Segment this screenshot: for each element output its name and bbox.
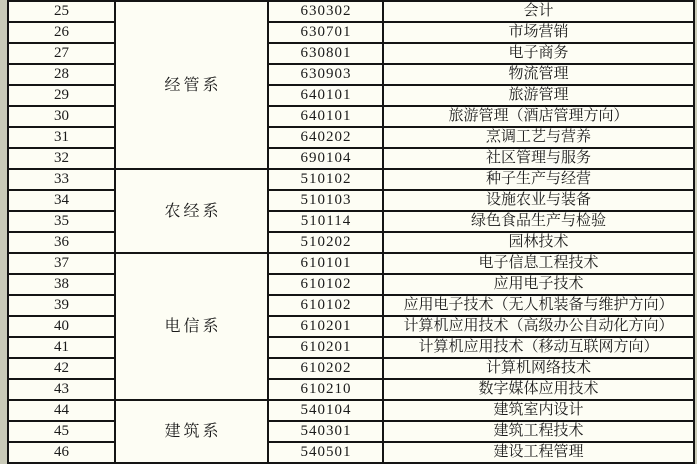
department-cell: 电信系 bbox=[115, 253, 268, 400]
major-name-cell: 计算机应用技术（移动互联网方向） bbox=[383, 337, 694, 358]
major-name-cell: 数字媒体应用技术 bbox=[383, 379, 694, 400]
department-cell: 建筑系 bbox=[115, 400, 268, 463]
major-name-cell: 计算机网络技术 bbox=[383, 358, 694, 379]
row-number-cell: 32 bbox=[8, 148, 115, 169]
major-code-cell: 640101 bbox=[268, 85, 383, 106]
major-code-cell: 630302 bbox=[268, 1, 383, 22]
table-row bbox=[8, 400, 694, 421]
major-name-cell: 烹调工艺与营养 bbox=[383, 127, 694, 148]
table-row bbox=[8, 274, 694, 295]
major-code-cell: 610102 bbox=[268, 295, 383, 316]
table-row bbox=[8, 22, 694, 43]
table-row bbox=[8, 211, 694, 232]
row-number-cell: 27 bbox=[8, 43, 115, 64]
major-name-cell: 会计 bbox=[383, 1, 694, 22]
table-row bbox=[8, 379, 694, 400]
major-name-cell: 市场营销 bbox=[383, 22, 694, 43]
major-code-cell: 610210 bbox=[268, 379, 383, 400]
department-cell: 农经系 bbox=[115, 169, 268, 253]
table-row bbox=[8, 295, 694, 316]
table-row bbox=[8, 127, 694, 148]
major-name-cell: 应用电子技术（无人机装备与维护方向） bbox=[383, 295, 694, 316]
table-row bbox=[8, 253, 694, 274]
table-row bbox=[8, 106, 694, 127]
major-code-cell: 640101 bbox=[268, 106, 383, 127]
major-name-cell: 建筑室内设计 bbox=[383, 400, 694, 421]
table-row bbox=[8, 337, 694, 358]
row-number-cell: 45 bbox=[8, 421, 115, 442]
row-number-cell: 43 bbox=[8, 379, 115, 400]
table-row bbox=[8, 316, 694, 337]
major-name-cell: 园林技术 bbox=[383, 232, 694, 253]
major-code-cell: 630701 bbox=[268, 22, 383, 43]
row-number-cell: 30 bbox=[8, 106, 115, 127]
major-name-cell: 应用电子技术 bbox=[383, 274, 694, 295]
major-name-cell: 旅游管理（酒店管理方向） bbox=[383, 106, 694, 127]
row-number-cell: 40 bbox=[8, 316, 115, 337]
major-code-cell: 610102 bbox=[268, 274, 383, 295]
major-code-cell: 610201 bbox=[268, 316, 383, 337]
table-row bbox=[8, 358, 694, 379]
row-number-cell: 44 bbox=[8, 400, 115, 421]
major-name-cell: 计算机应用技术（高级办公自动化方向） bbox=[383, 316, 694, 337]
table-row bbox=[8, 43, 694, 64]
major-name-cell: 旅游管理 bbox=[383, 85, 694, 106]
table-row bbox=[8, 64, 694, 85]
major-name-cell: 社区管理与服务 bbox=[383, 148, 694, 169]
table-row bbox=[8, 85, 694, 106]
row-number-cell: 41 bbox=[8, 337, 115, 358]
major-code-cell: 630801 bbox=[268, 43, 383, 64]
majors-table-body bbox=[8, 1, 694, 463]
table-row bbox=[8, 442, 694, 463]
major-code-cell: 610101 bbox=[268, 253, 383, 274]
major-name-cell: 种子生产与经营 bbox=[383, 169, 694, 190]
row-number-cell: 38 bbox=[8, 274, 115, 295]
major-code-cell: 640202 bbox=[268, 127, 383, 148]
row-number-cell: 36 bbox=[8, 232, 115, 253]
major-code-cell: 510114 bbox=[268, 211, 383, 232]
row-number-cell: 33 bbox=[8, 169, 115, 190]
major-code-cell: 690104 bbox=[268, 148, 383, 169]
major-code-cell: 540104 bbox=[268, 400, 383, 421]
row-number-cell: 28 bbox=[8, 64, 115, 85]
major-code-cell: 540501 bbox=[268, 442, 383, 463]
major-code-cell: 610201 bbox=[268, 337, 383, 358]
row-number-cell: 42 bbox=[8, 358, 115, 379]
major-code-cell: 540301 bbox=[268, 421, 383, 442]
table-row bbox=[8, 169, 694, 190]
row-number-cell: 37 bbox=[8, 253, 115, 274]
major-name-cell: 建筑工程技术 bbox=[383, 421, 694, 442]
row-number-cell: 29 bbox=[8, 85, 115, 106]
major-name-cell: 电子商务 bbox=[383, 43, 694, 64]
major-name-cell: 绿色食品生产与检验 bbox=[383, 211, 694, 232]
major-name-cell: 建设工程管理 bbox=[383, 442, 694, 463]
table-row bbox=[8, 421, 694, 442]
major-code-cell: 510103 bbox=[268, 190, 383, 211]
row-number-cell: 34 bbox=[8, 190, 115, 211]
row-number-cell: 25 bbox=[8, 1, 115, 22]
row-number-cell: 26 bbox=[8, 22, 115, 43]
majors-table bbox=[7, 0, 695, 464]
row-number-cell: 35 bbox=[8, 211, 115, 232]
major-code-cell: 510202 bbox=[268, 232, 383, 253]
row-number-cell: 46 bbox=[8, 442, 115, 463]
table-row bbox=[8, 190, 694, 211]
major-code-cell: 610202 bbox=[268, 358, 383, 379]
major-name-cell: 设施农业与装备 bbox=[383, 190, 694, 211]
row-number-cell: 31 bbox=[8, 127, 115, 148]
department-cell: 经管系 bbox=[115, 1, 268, 169]
row-number-cell: 39 bbox=[8, 295, 115, 316]
major-code-cell: 510102 bbox=[268, 169, 383, 190]
major-name-cell: 电子信息工程技术 bbox=[383, 253, 694, 274]
major-code-cell: 630903 bbox=[268, 64, 383, 85]
table-row bbox=[8, 232, 694, 253]
table-row bbox=[8, 1, 694, 22]
table-row bbox=[8, 148, 694, 169]
major-name-cell: 物流管理 bbox=[383, 64, 694, 85]
